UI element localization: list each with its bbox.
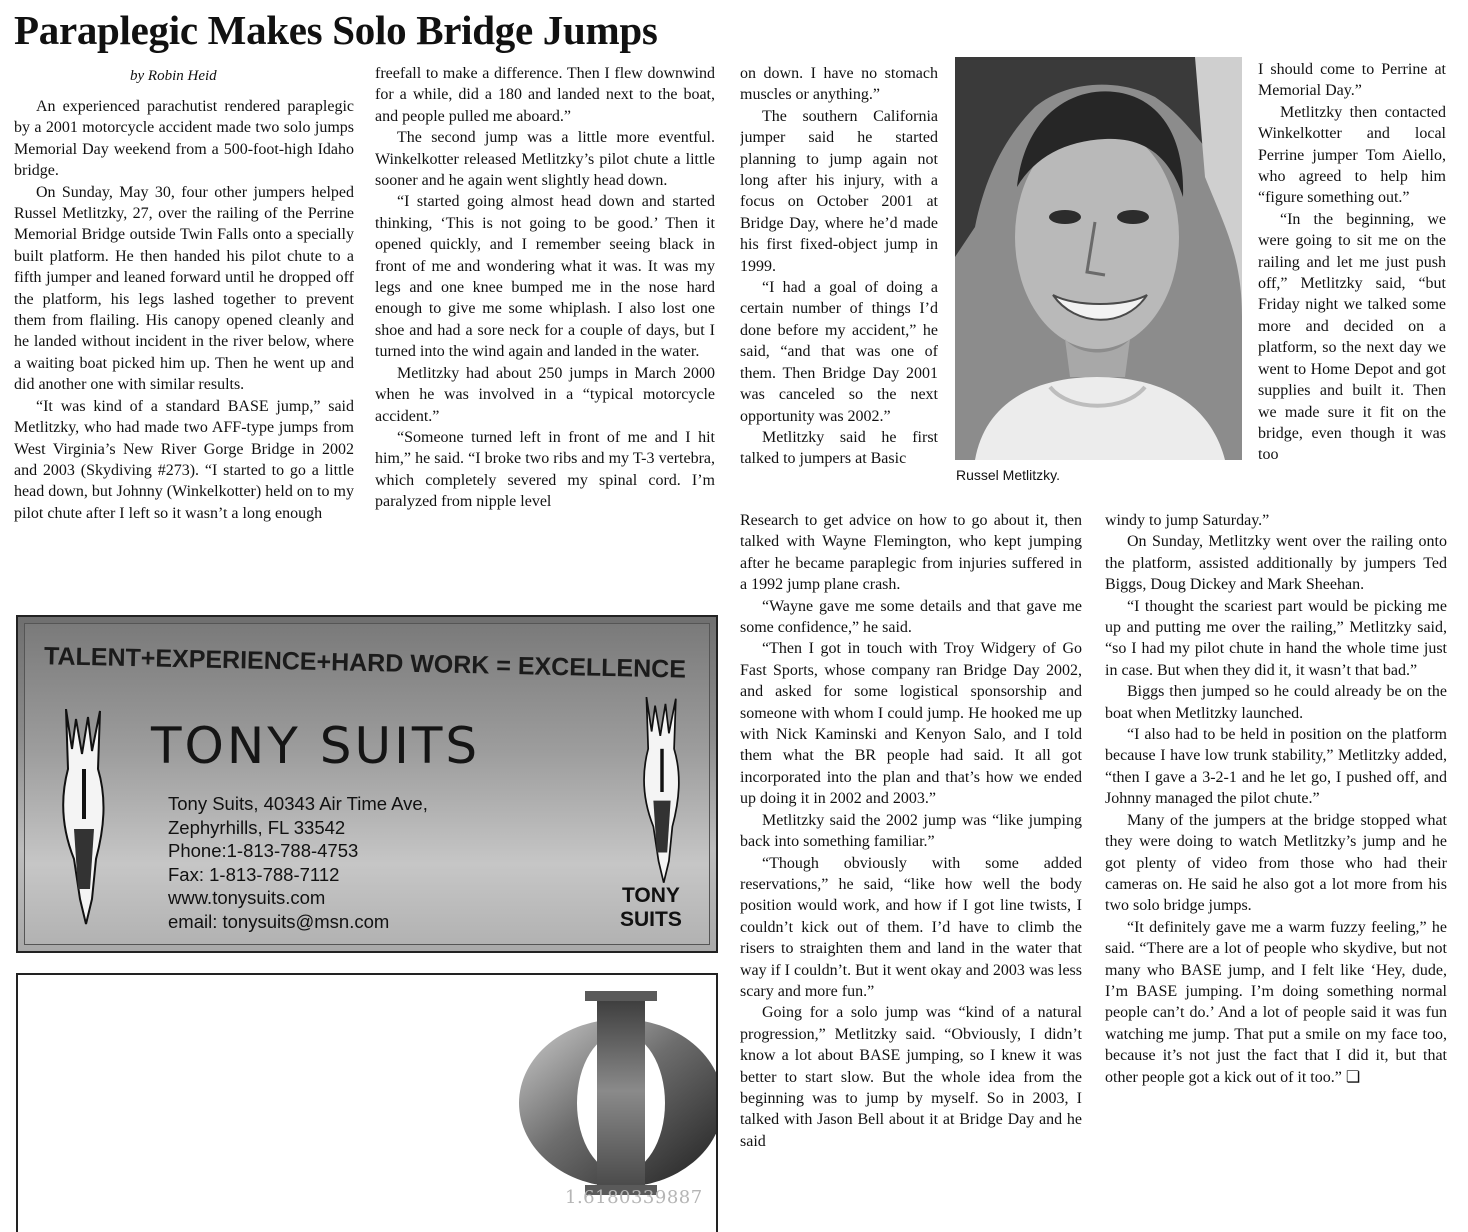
paragraph: “Though obviously with some added reservations,” he said, “like how well the body position would work, and how if I got line twists, I couldn’t kick out of them. I’d have to climb the risers to straighten them and land in the water that way if I couldn’t. But it went okay and 2003 was less scary and more fun.”: [740, 854, 1082, 1000]
ad-phone: Phone:1-813-788-4753: [168, 840, 359, 861]
ad-contact-block: [168, 792, 428, 933]
paragraph: Metlitzky then contacted Winkelkotter and local Perrine jumper Tom Aiello, who agreed to help him “figure something out.”: [1258, 103, 1446, 207]
paragraph: “Then I got in touch with Troy Widgery of Go Fast Sports, whose company ran Bridge Day 2002, and asked for some logistical sponsorship and someone with whom I could jump. He hooked me up with Nick Kaminski and Kenyon Salo, and I told them what the BR people had said. It all got incorporated into the plan and that’s how we ended up doing it in 2002 and 2003.”: [740, 640, 1082, 808]
paragraph: An experienced parachutist rendered paraplegic by a 2001 motorcycle accident made two solo jumps Memorial Day weekend from a 500-foot-high Idaho bridge.: [14, 98, 354, 180]
article-column-3-top: [740, 63, 938, 510]
skydiver-figure-icon: [52, 709, 116, 929]
paragraph: The southern California jumper said he started planning to jump again not long after his injury, with a focus on October 2001 at Bridge Day, where he’d made his first fixed-object jump in 1999.: [740, 107, 938, 275]
phi-logo-icon: [513, 981, 718, 1216]
paragraph: Going for a solo jump was “kind of a natural progression,” Metlitzky said. “Obviously, I didn’t know a lot about BASE jumping, so I knew it was better to start slow. But the whole idea from the beginning was to jump by myself. So in 2003, I talked with Jason Bell about it at Bridge Day and he said: [740, 1004, 1082, 1150]
paragraph: Metlitzky had about 250 jumps in March 2000 when he was involved in a “typical motorcycle accident.”: [375, 364, 715, 425]
paragraph: “Someone turned left in front of me and I hit him,” he said. “I broke two ribs and my T-3 vertebra, which completely severed my spinal cord. I’m paralyzed from nipple level: [375, 428, 715, 511]
paragraph: I should come to Perrine at Memorial Day.”: [1258, 61, 1446, 100]
tony-suits-logo: [620, 884, 682, 932]
paragraph: “I had a goal of doing a certain number of things I’d done before my accident,” he said, “and that was one of them. Then Bridge Day 2001 was canceled so the next opportunity was 2002.”: [740, 279, 938, 425]
paragraph: “I started going almost head down and started thinking, ‘This is not going to be good.’ Then it opened quickly, and I remember seeing black in front of me and wondering what it was. It was my legs and one knee bumped me in the nose hard enough to give me some whiplash. I also lost one shoe and had a sore neck for a couple of days, but I turned into the wind again and landed in the water.: [375, 193, 715, 361]
paragraph: Research to get advice on how to go about it, then talked with Wayne Flemington, who kept jumping after he became paraplegic from injuries suffered in a 1992 jump plane crash.: [740, 512, 1082, 594]
paragraph: “I thought the scariest part would be picking me up and putting me over the railing,” Metlitzky said, “so I had my pilot chute in hand the whole time just in case. But when they did it, it wasn’t that bad.”: [1105, 597, 1447, 679]
paragraph: “In the beginning, we were going to sit me on the railing and let me just push off,” Metlitzky said, “but Friday night we talked some more and decided on a platform, so the next day we went to Home Depot and got supplies and built it. Then we made sure it fit on the bridge, even though it was too: [1258, 210, 1446, 464]
tony-suits-ad[interactable]: [16, 615, 718, 953]
paragraph: on down. I have no stomach muscles or anything.”: [740, 65, 938, 104]
skydiver-figure-icon: [630, 697, 694, 887]
paragraph: “I also had to be held in position on the platform because I have low trunk stability,” Metlitzky added, “then I gave a 3-2-1 and he let go, I pushed off, and Johnny managed the pilot chute.”: [1105, 726, 1447, 808]
paragraph: Metlitzky said the 2002 jump was “like jumping back into something familiar.”: [740, 811, 1082, 851]
paragraph: Many of the jumpers at the bridge stopped what they were doing to watch Metlitzky’s jump and he got plenty of video from those who had their cameras on. He said he also got a lot more from his two solo bridge jumps.: [1105, 811, 1447, 915]
portrait-photo: [955, 57, 1242, 460]
paragraph: “It definitely gave me a warm fuzzy feeling,” he said. “There are a lot of people who skydive, but not many who BASE jump, and I felt like ‘Hey, dude, I’m BASE jumping. I’m doing something normal people can’t do.’ And a lot of people said it was fun watching me jump. That put a smile on my face too, because it’s not just the fact that I did it, but that other people got a kick out of it too.” ❏: [1105, 917, 1447, 1088]
article-column-4-bottom: [1105, 510, 1447, 1226]
logo-line: TONY: [621, 884, 680, 907]
ad-slogan: TALENT+EXPERIENCE+HARD WORK = EXCELLENCE: [43, 642, 687, 684]
ad-address-line: Zephyrhills, FL 33542: [168, 816, 346, 838]
paragraph: The second jump was a little more eventful. Winkelkotter released Metlitzky’s pilot chute a little sooner and he again went slightly head down.: [375, 129, 715, 190]
article-column-3-bottom: [740, 510, 1082, 1226]
ad-address-line: Tony Suits, 40343 Air Time Ave,: [168, 793, 428, 814]
ad-website-link[interactable]: www.tonysuits.com: [168, 887, 326, 908]
ad-fax: Fax: 1-813-788-7112: [168, 863, 340, 885]
phi-ad[interactable]: [16, 973, 718, 1232]
article-column-4-top: [1258, 59, 1446, 513]
golden-ratio-number: 1.6180339887: [565, 1187, 703, 1208]
article-column-2: [375, 63, 715, 599]
paragraph: “Wayne gave me some details and that gave me some confidence,” he said.: [740, 597, 1082, 637]
article-column-1: [14, 96, 354, 590]
paragraph: “It was kind of a standard BASE jump,” said Metlitzky, who had made two AFF-type jumps from West Virginia’s New River Gorge Bridge in 2002 and 2003 (Skydiving #273). “I started to go a little head down, but Johnny (Winkelkotter) held on to my pilot chute after I left so it wasn’t a long enough: [14, 397, 354, 522]
photo-caption: Russel Metlitzky.: [956, 467, 1060, 483]
paragraph: On Sunday, May 30, four other jumpers helped Russel Metlitzky, 27, over the railing of the Perrine Memorial Bridge outside Twin Falls onto a specially built platform. He then handed his pilot chute to a fifth jumper and leaned forward until he dropped off the platform, his legs lashed together to prevent them from flailing. His canopy opened cleanly and he landed without incident in the river below, where a waiting boat picked him up. Then he went up and did another one with similar results.: [14, 183, 354, 394]
paragraph: Metlitzky said he first talked to jumpers at Basic: [740, 428, 938, 468]
ad-email-link[interactable]: email: tonysuits@msn.com: [168, 910, 390, 932]
byline: by Robin Heid: [130, 68, 217, 84]
paragraph: freefall to make a difference. Then I flew downwind for a while, did a 180 and landed next to the boat, and people pulled me aboard.”: [375, 65, 715, 125]
paragraph: windy to jump Saturday.”: [1105, 512, 1270, 529]
paragraph: Biggs then jumped so he could already be on the boat when Metlitzky launched.: [1105, 683, 1447, 722]
ad-brand-name: TONY SUITS: [151, 717, 481, 775]
headline: Paraplegic Makes Solo Bridge Jumps: [14, 7, 658, 53]
logo-line: SUITS: [620, 908, 682, 931]
paragraph: On Sunday, Metlitzky went over the railing onto the platform, assisted additionally by jumpers Ted Biggs, Doug Dickey and Mark Sheehan.: [1105, 533, 1447, 594]
